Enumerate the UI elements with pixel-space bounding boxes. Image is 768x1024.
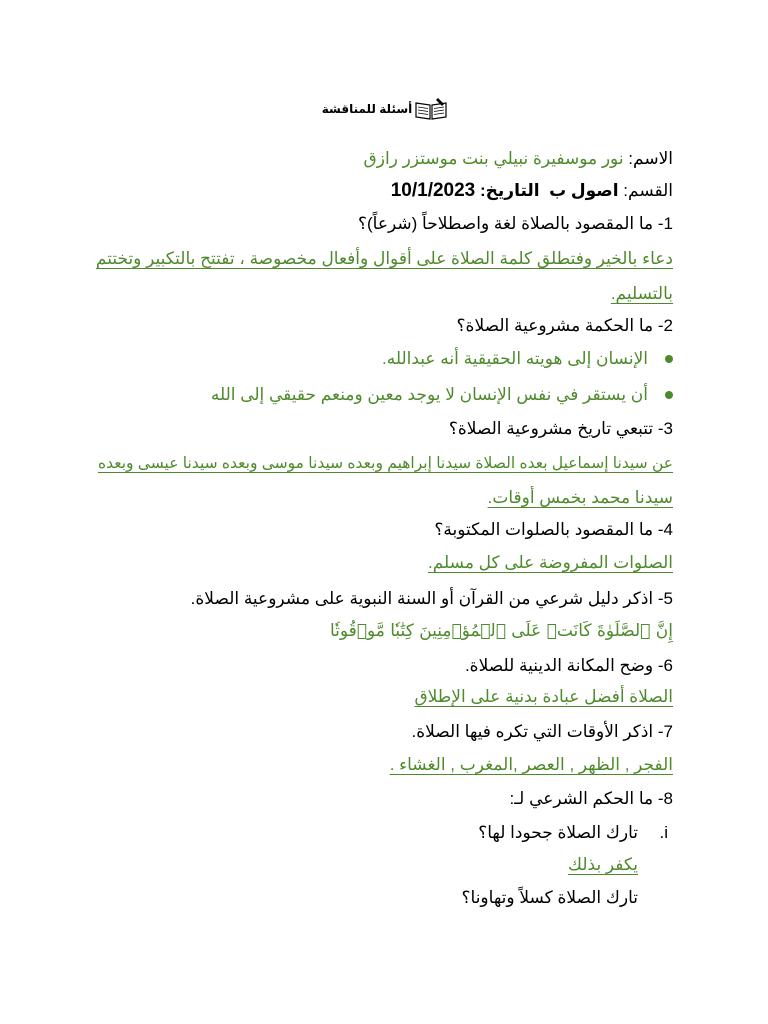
name-value: نور موسفيرة نبيلي بنت موستزر رازق [363,149,624,168]
worksheet-heading [300,96,470,122]
date-label: التاريخ: [479,181,540,200]
class-label: القسم: [623,181,673,200]
open-book-pencil-icon [414,97,448,121]
answer-1-line-2: بالتسليم. [610,284,673,303]
answer-6: الصلاة أفضل عبادة بدنية على الإطلاق [414,687,673,706]
bullet-dot [665,391,673,399]
question-5: 5- اذكر دليل شرعي من القرآن أو السنة النبوية على مشروعية الصلاة. [190,589,673,608]
bullet-dot [665,355,673,363]
answer-3-line-2: سيدنا محمد بخمس أوقات. [487,488,673,507]
question-2: 2- ما الحكمة مشروعية الصلاة؟ [456,316,673,335]
answer-3-line-1: عن سيدنا إسماعيل بعده الصلاة سيدنا إبراهيم وبعده سيدنا موسى وبعده سيدنا عيسى وبعده [97,455,673,472]
name-label: الاسم: [628,149,673,168]
answer-5-verse: إِنَّ ٱلصَّلَوٰةَ كَانَتۡ عَلَى ٱلۡمُؤۡمِنِينَ كِتَٰبٗا مَّوۡقُوتٗا [329,621,673,641]
sub-question-1: تارك الصلاة جحودا لها؟ [478,823,638,842]
question-3: 3- تتبعي تاريخ مشروعية الصلاة؟ [448,419,673,438]
sub-answer-1: يكفر بذلك [568,855,638,874]
question-1: 1- ما المقصود بالصلاة لغة واصطلاحاً (شرعاً)؟ [358,214,673,233]
worksheet-title: أسئلة للمناقشة [321,102,413,116]
answer-4: الصلوات المفروضة على كل مسلم. [428,553,673,572]
sub-question-marker: i. [659,823,668,842]
question-8: 8- ما الحكم الشرعي لـ: [509,789,673,808]
question-6: 6- وضح المكانة الدينية للصلاة. [464,656,673,675]
answer-2-bullet-1: الإنسان إلى هويته الحقيقية أنه عبدالله. [382,349,648,368]
answer-7: الفجر , الظهر , العصر ,المغرب , الغشاء . [389,755,673,774]
class-date-line [391,180,673,202]
answer-2-bullet-2: أن يستقر في نفس الإنسان لا يوجد معين ومنعم حقيقي إلى الله [210,385,648,404]
question-7: 7- اذكر الأوقات التي تكره فيها الصلاة. [411,722,673,741]
sub-question-2: تارك الصلاة كسلاً وتهاونا؟ [461,888,638,907]
date-value: 10/1/2023 [390,180,476,201]
class-value: اصول ب [549,181,619,200]
name-line [364,148,673,170]
answer-1-line-1: دعاء بالخير وفتطلق كلمة الصلاة على أقوال وأفعال مخصوصة ، تفتتح بالتكبير وتختتم [95,249,673,268]
question-4: 4- ما المقصود بالصلوات المكتوبة؟ [434,520,673,539]
